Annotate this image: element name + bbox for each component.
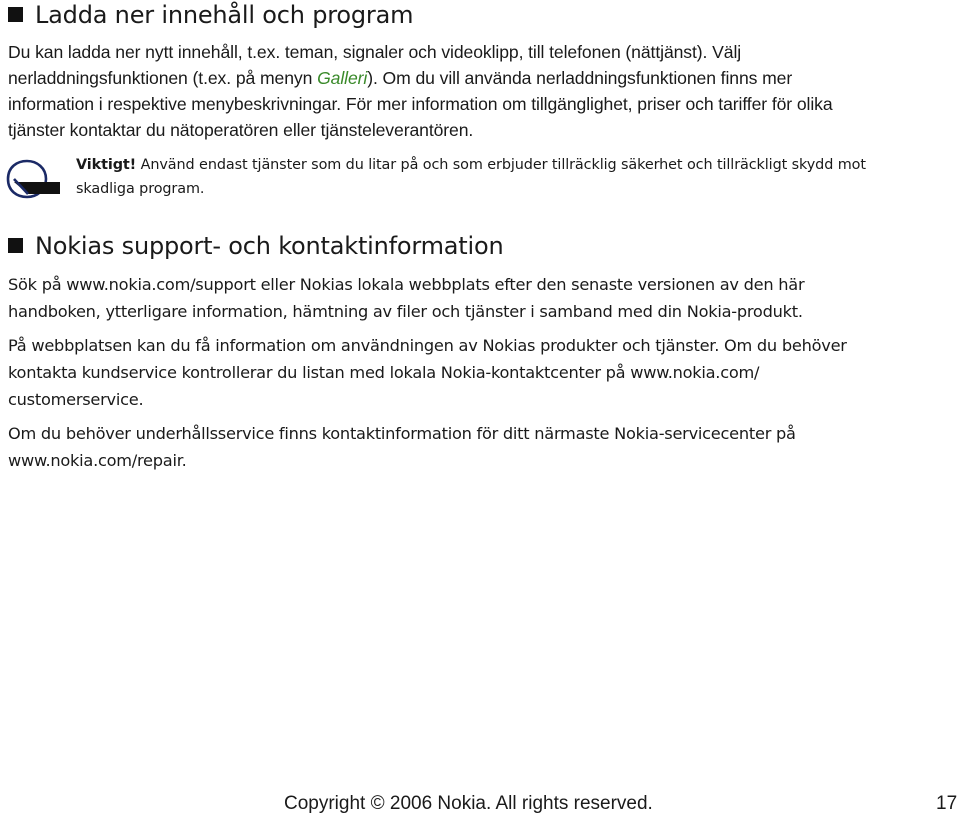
- support-paragraph-1: Sök på www.nokia.com/support eller Nokias lokala webbplats efter den senaste versionen av den här handboken, ytterligare information, hämtning av filer och tjänster i samband med din Nokia-produkt.: [8, 275, 805, 321]
- support-paragraph-3: Om du behöver underhållsservice finns kontaktinformation för ditt närmaste Nokia-servicecenter på www.nokia.com/repair.: [8, 424, 796, 470]
- section-bullet-icon: [8, 7, 23, 22]
- download-paragraph: Du kan ladda ner nytt innehåll, t.ex. teman, signaler och videoklipp, till telefonen (nättjänst). Välj nerladdningsfunktionen (t.ex. på menyn Galleri). Om du vill använda nerladdningsfunktionen finns mer information i respektive menybeskrivningar. För mer information om tillgänglighet, priser och tariffer för olika tjänster kontaktar du nätoperatören eller tjänsteleverantören.: [8, 42, 833, 140]
- page-number: 17: [936, 793, 958, 814]
- section-heading-download: Ladda ner innehåll och program: [8, 0, 413, 30]
- important-warning-icon: [6, 158, 62, 200]
- section-bullet-icon: [8, 238, 23, 253]
- copyright-footer: Copyright © 2006 Nokia. All rights reserved.: [284, 793, 653, 814]
- important-notice: Viktigt! Använd endast tjänster som du litar på och som erbjuder tillräcklig säkerhet och tillräckligt skydd mot skadliga program.: [76, 157, 866, 197]
- support-paragraph-2: På webbplatsen kan du få information om användningen av Nokias produkter och tjänster. Om du behöver kontakta kundservice kontrollerar du listan med lokala Nokia-kontaktcenter på www.nokia.com/ customerservice.: [8, 336, 847, 409]
- important-label: Viktigt!: [76, 157, 137, 173]
- gallery-menu-link[interactable]: Galleri: [317, 68, 368, 88]
- section-heading-support: Nokias support- och kontaktinformation: [8, 231, 503, 261]
